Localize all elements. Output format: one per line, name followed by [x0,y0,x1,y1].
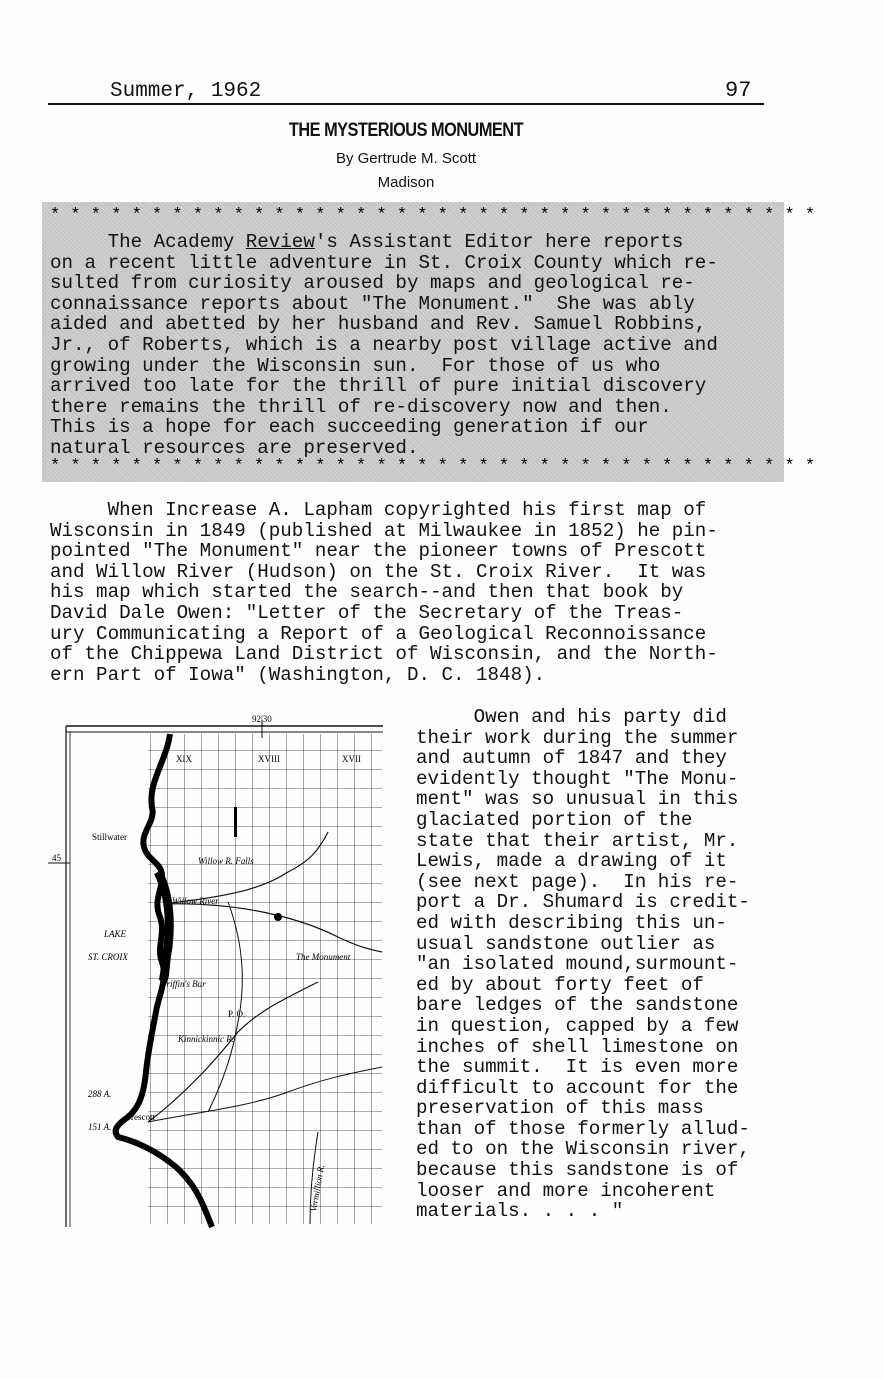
editor-note-line: arrived too late for the thrill of pure initial discovery [50,375,707,398]
body-line: Wisconsin in 1849 (published at Milwaukee in 1852) he pin- [50,519,718,542]
map-lake-mark [234,807,237,837]
column-line: "an isolated mound,surmount- [416,953,739,976]
article-title: THE MYSTERIOUS MONUMENT [288,120,524,141]
map-label-elev-151: 151 A. [88,1122,112,1132]
map-label-willow-falls: Willow R. Falls [198,856,254,866]
body-line: David Dale Owen: "Letter of the Secretary of the Treas- [50,601,684,624]
column-line: Lewis, made a drawing of it [416,850,727,873]
body-line: pointed "The Monument" near the pioneer towns of Prescott [50,540,707,563]
map-range-18: XVIII [258,754,280,764]
column-line: preservation of this mass [416,1097,704,1120]
map-label-willow-river: Willow River [172,896,219,906]
body-line: When Increase A. Lapham copyrighted his first map of [50,499,707,521]
editor-note-line: aided and abetted by her husband and Rev. Samuel Robbins, [50,313,707,336]
article-location: Madison [377,174,435,191]
map-label-stillwater: Stillwater [92,832,127,842]
column-line: in question, capped by a few [416,1014,739,1037]
editor-note-line1-prefix: The Academy [50,231,246,253]
article-byline: By Gertrude M. Scott [335,150,477,167]
editor-note-text [50,232,780,459]
editor-note-line: This is a hope for each succeeding generation if our [50,416,649,439]
editor-note-line: growing under the Wisconsin sun. For those of us who [50,354,661,377]
column-line: evidently thought "The Monu- [416,767,739,790]
editor-note-line: sulted from curiosity aroused by maps and geological re- [50,272,695,295]
column-line: glaciated portion of the [416,808,693,831]
historical-map [48,712,388,1232]
column-line: state that their artist, Mr. [416,829,739,852]
column-line: ed with describing this un- [416,911,727,934]
editor-note-line: Jr., of Roberts, which is a nearby post village active and [50,333,718,356]
column-line: inches of shell limestone on [416,1035,739,1058]
map-label-lake: LAKE [104,929,127,939]
map-label-prescott: Prescott [126,1112,155,1122]
body-line: ern Part of Iowa" (Washington, D. C. 1848). [50,663,546,686]
editor-note-line: natural resources are preserved. [50,436,419,459]
column-line: bare ledges of the sandstone [416,994,739,1017]
map-longitude-label: 92|30 [252,714,272,724]
editor-note-review-word: Review [245,231,315,253]
map-label-kinnickinnic: Kinnickinnic R. [178,1034,234,1044]
column-line: and autumn of 1847 and they [416,747,727,770]
map-pond-mark [274,913,282,921]
map-range-19: XIX [176,754,192,764]
column-line: port a Dr. Shumard is credit- [416,891,750,914]
column-line: ed to on the Wisconsin river, [416,1138,750,1161]
body-line: and Willow River (Hudson) on the St. Croix River. It was [50,560,707,583]
body-paragraph [50,500,718,685]
map-label-griffins-bar: Griffin's Bar [160,979,206,989]
map-label-vermillion: Vermillion R. [308,1163,327,1213]
editor-note-line: connaissance reports about "The Monument." She was ably [50,292,695,315]
map-latitude-label: 45 [52,853,61,863]
map-range-17: XVII [342,754,361,764]
body-line: of the Chippewa Land District of Wisconsin, and the North- [50,643,718,666]
column-line: (see next page). In his re- [416,870,739,893]
column-line: materials. . . . " [416,1200,624,1223]
column-line: ment" was so unusual in this [416,788,739,811]
column-line: usual sandstone outlier as [416,932,716,955]
running-title: Summer, 1962 [110,80,262,103]
editor-note-stars-top: * * * * * * * * * * * * * * * * * * * * * * * * * * * * * * * * * * * * * * [50,206,816,225]
right-column-text [416,707,750,1222]
editor-note-line1-suffix: 's Assistant Editor here reports [314,231,684,253]
column-line: because this sandstone is of [416,1159,739,1182]
editor-note-line: there remains the thrill of re-discovery now and then. [50,395,672,418]
map-label-st-croix: ST. CROIX [88,952,128,962]
column-line: the summit. It is even more [416,1056,739,1079]
editor-note-line: on a recent little adventure in St. Croix County which re- [50,251,718,274]
map-label-po: P. O. [228,1009,246,1019]
map-label-monument: The Monument [296,952,351,962]
body-line: ury Communicating a Report of a Geological Reconnoissance [50,622,707,645]
body-line: his map which started the search--and then that book by [50,581,684,604]
page-number: 97 [725,78,752,103]
editor-note-stars-bottom: * * * * * * * * * * * * * * * * * * * * * * * * * * * * * * * * * * * * * * [50,457,816,476]
column-line: Owen and his party did [416,706,727,728]
header-rule [48,103,764,105]
map-label-elev-288: 288 A. [88,1089,112,1099]
column-line: difficult to account for the [416,1076,739,1099]
column-line: looser and more incoherent [416,1179,716,1202]
column-line: than of those formerly allud- [416,1117,750,1140]
column-line: ed by about forty feet of [416,973,704,996]
column-line: their work during the summer [416,726,739,749]
